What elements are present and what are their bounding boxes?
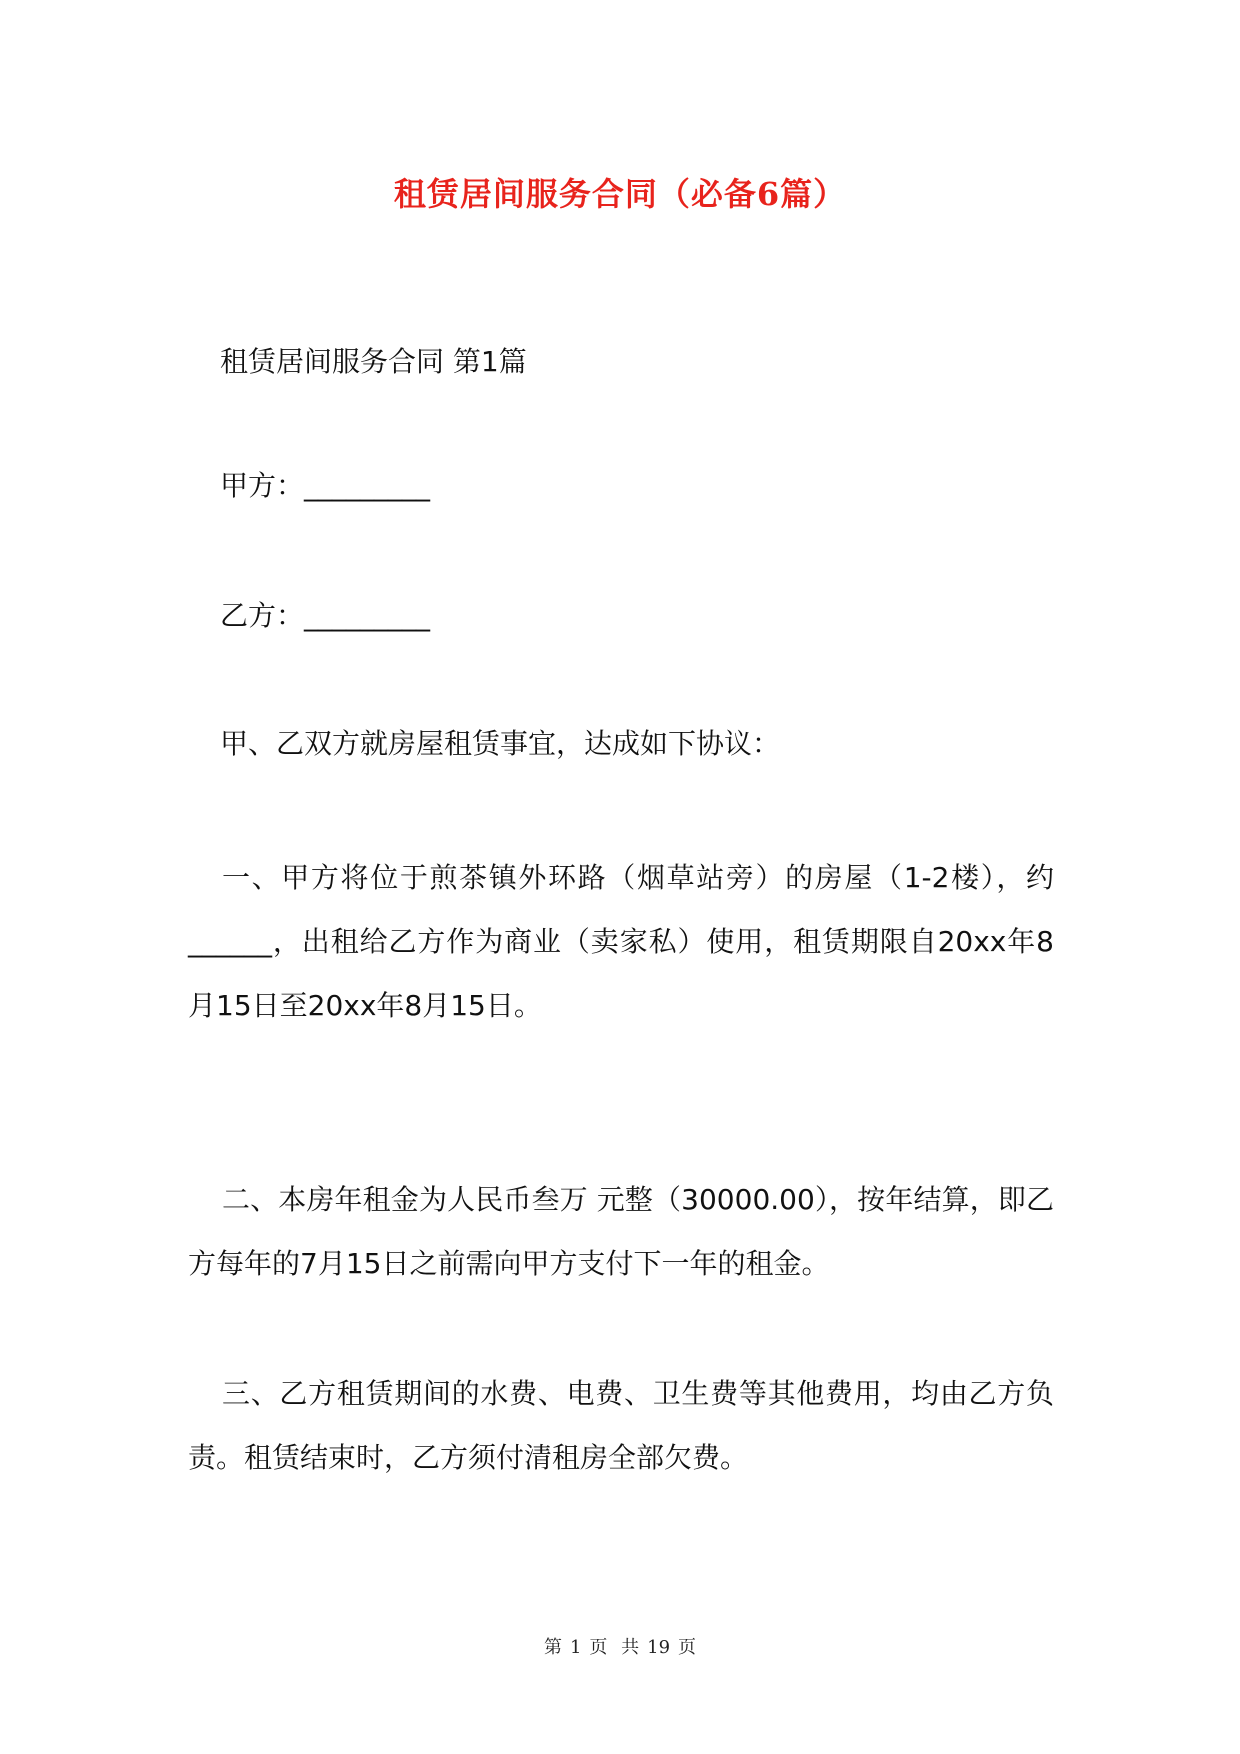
footer-total-pages: 19 bbox=[647, 1637, 671, 1658]
clause-1: 一、甲方将位于煎茶镇外环路（烟草站旁）的房屋（1-2楼），约______￼，出租给乙方作为商业（卖家私）使用，租赁期限自20xx年8月15日至20xx年8月15日。 bbox=[188, 861, 1054, 1022]
party-a-line: 甲方：_________ bbox=[220, 469, 431, 502]
clause-3: 三、乙方租赁期间的水费、电费、卫生费等其他费用，均由乙方负责。租赁结束时，乙方须付清租房全部欠费。 bbox=[188, 1377, 1054, 1474]
party-b-line: 乙方：_________ bbox=[220, 599, 431, 632]
section-heading: 租赁居间服务合同 第1篇 bbox=[220, 345, 527, 378]
footer-prefix: 第 bbox=[543, 1637, 562, 1658]
agreement-intro: 甲、乙双方就房屋租赁事宜，达成如下协议： bbox=[220, 727, 781, 760]
document-title: 租赁居间服务合同（必备6篇） bbox=[393, 175, 847, 213]
page-footer bbox=[0, 1636, 1240, 1660]
clause-2: 二、本房年租金为人民币叁万 元整（30000.00），按年结算，即乙方每年的7月15日之前需向甲方支付下一年的租金。 bbox=[188, 1183, 1054, 1280]
footer-current-page: 1 bbox=[569, 1637, 582, 1658]
footer-middle: 页 共 bbox=[589, 1637, 640, 1658]
footer-suffix: 页 bbox=[678, 1637, 697, 1658]
